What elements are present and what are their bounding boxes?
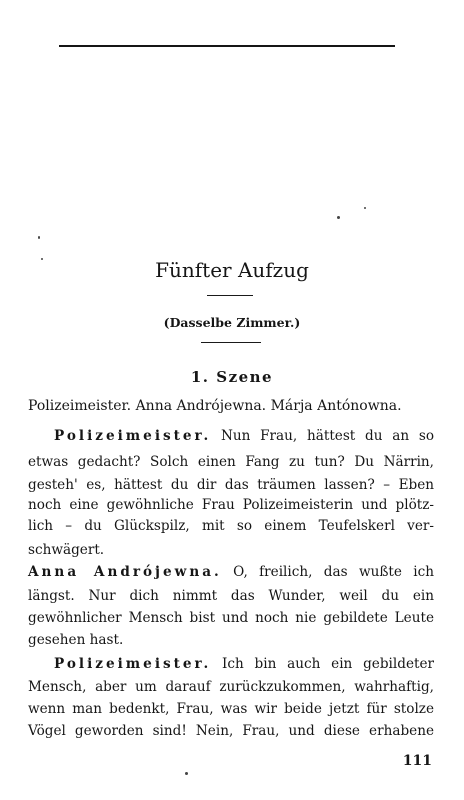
- text-line: Polizeimeister. Nun Frau, hättest du an so: [54, 428, 434, 444]
- stage-note: (Dasselbe Zimmer.): [163, 315, 301, 330]
- page-number: 111: [402, 753, 432, 769]
- text-line: schwägert.: [28, 542, 105, 558]
- text-line: noch eine gewöhnliche Frau Polizeimeisterin und plötz-: [28, 497, 434, 513]
- text-line: Anna Andrójewna. O, freilich, das wußte ich: [28, 564, 434, 580]
- print-speck: [337, 216, 340, 219]
- speaker-name: Anna Andrójewna.: [28, 564, 222, 580]
- scene-heading: 1. Szene: [190, 368, 274, 386]
- text-line: Polizeimeister. Ich bin auch ein gebildeter: [54, 656, 434, 672]
- act-title: Fünfter Aufzug: [155, 258, 309, 282]
- print-speck: [364, 207, 366, 209]
- text-line: Mensch, aber um darauf zurückzukommen, wahrhaftig,: [28, 679, 434, 695]
- text-line: Vögel geworden sind! Nein, Frau, und diese erhabene: [28, 723, 434, 739]
- text-line: gewöhnlicher Mensch bist und noch nie gebildete Leute: [28, 610, 434, 626]
- text-line: längst. Nur dich nimmt das Wunder, weil du ein: [28, 588, 434, 604]
- print-speck: [185, 772, 188, 775]
- top-rule: [59, 45, 395, 47]
- text-line: gesehen hast.: [28, 632, 124, 648]
- speaker-name: Polizeimeister.: [54, 428, 212, 444]
- text-line: gesteh' es, hättest du dir das träumen lassen? – Eben: [28, 477, 434, 493]
- text-line: lich – du Glückspilz, mit so einem Teufelskerl ver-: [28, 518, 434, 534]
- text-line: etwas gedacht? Solch einen Fang zu tun? Du Närrin,: [28, 454, 434, 470]
- speaker-name: Polizeimeister.: [54, 656, 212, 672]
- cast-list: Polizeimeister. Anna Andrójewna. Márja Antónowna.: [28, 398, 402, 414]
- text-line: wenn man bedenkt, Frau, was wir beide jetzt für stolze: [28, 701, 434, 717]
- print-speck: [38, 236, 40, 239]
- title-rule: [207, 295, 253, 296]
- subtitle-rule: [201, 342, 261, 343]
